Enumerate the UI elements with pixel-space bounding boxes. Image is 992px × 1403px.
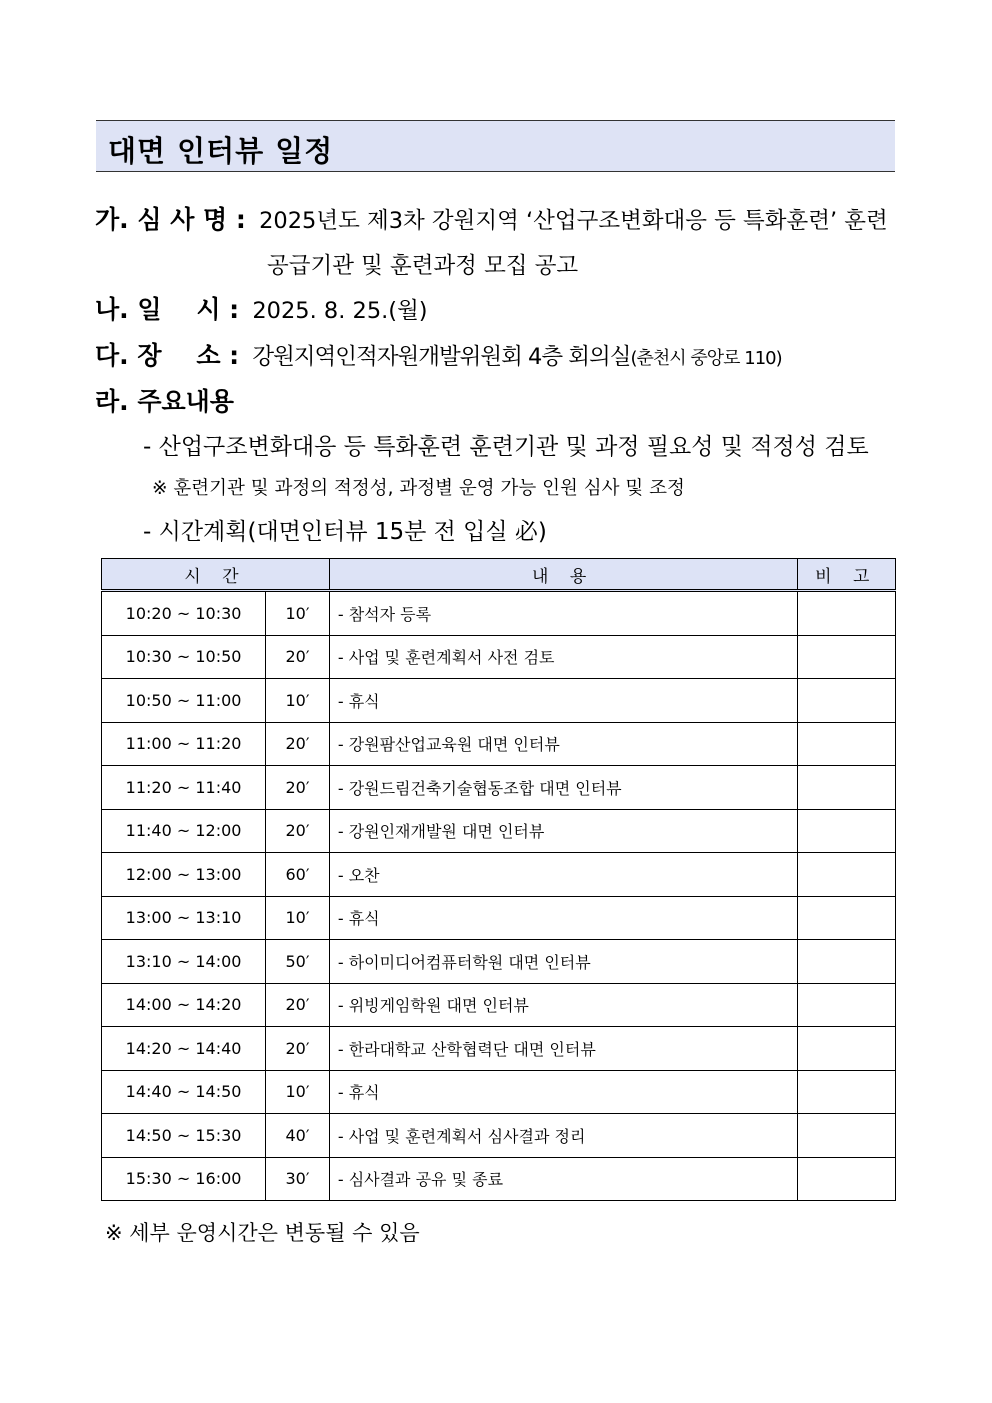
time-cell: 15:30 ~ 16:00: [102, 1157, 266, 1201]
item-a-label: 가. 심 사 명 :: [95, 205, 246, 234]
schedule-table: [101, 558, 896, 1201]
item-d-bullet2: - 시간계획(대면인터뷰 15분 전 입실 必): [143, 519, 547, 545]
content-cell: - 휴식: [329, 1070, 797, 1114]
duration-cell: 20′: [266, 635, 330, 679]
item-a: [95, 200, 888, 236]
duration-cell: 20′: [266, 722, 330, 766]
remark-cell: [797, 679, 895, 723]
duration-cell: 10′: [266, 679, 330, 723]
table-row: [102, 1070, 896, 1114]
item-d-label: 라. 주요내용: [95, 387, 234, 416]
time-cell: 10:50 ~ 11:00: [102, 679, 266, 723]
time-cell: 14:20 ~ 14:40: [102, 1027, 266, 1071]
item-c-value: 강원지역인적자원개발위원회 4층 회의실: [252, 344, 631, 370]
duration-cell: 50′: [266, 940, 330, 984]
content-cell: - 참석자 등록: [329, 591, 797, 636]
time-cell: 10:30 ~ 10:50: [102, 635, 266, 679]
duration-cell: 20′: [266, 766, 330, 810]
table-header-row: [102, 559, 896, 591]
table-row: [102, 722, 896, 766]
remark-cell: [797, 591, 895, 636]
header-time: 시 간: [102, 559, 330, 591]
item-d: [95, 382, 234, 418]
header-content: 내 용: [329, 559, 797, 591]
duration-cell: 10′: [266, 1070, 330, 1114]
footnote: ※ 세부 운영시간은 변동될 수 있음: [105, 1221, 420, 1245]
table-row: [102, 766, 896, 810]
header-remark: 비 고: [797, 559, 895, 591]
duration-cell: 30′: [266, 1157, 330, 1201]
content-cell: - 사업 및 훈련계획서 심사결과 정리: [329, 1114, 797, 1158]
item-c: [95, 336, 782, 372]
duration-cell: 10′: [266, 591, 330, 636]
content-cell: - 강원팜산업교육원 대면 인터뷰: [329, 722, 797, 766]
remark-cell: [797, 1027, 895, 1071]
item-b-label: 나. 일 시 :: [95, 295, 240, 324]
item-c-value-small: (춘천시 중앙로 110): [630, 348, 782, 369]
item-a-value-line1: 2025년도 제3차 강원지역 ‘산업구조변화대응 등 특화훈련’ 훈련: [259, 208, 888, 234]
content-cell: - 휴식: [329, 896, 797, 940]
content-cell: - 강원인재개발원 대면 인터뷰: [329, 809, 797, 853]
content-cell: - 위빙게임학원 대면 인터뷰: [329, 983, 797, 1027]
remark-cell: [797, 896, 895, 940]
remark-cell: [797, 809, 895, 853]
duration-cell: 20′: [266, 809, 330, 853]
page-title: 대면 인터뷰 일정: [108, 134, 334, 168]
item-a-value-line2: 공급기관 및 훈련과정 모집 공고: [267, 253, 579, 279]
table-row: [102, 679, 896, 723]
time-cell: 12:00 ~ 13:00: [102, 853, 266, 897]
time-cell: 13:10 ~ 14:00: [102, 940, 266, 984]
table-row: [102, 809, 896, 853]
remark-cell: [797, 983, 895, 1027]
duration-cell: 10′: [266, 896, 330, 940]
time-cell: 11:20 ~ 11:40: [102, 766, 266, 810]
content-cell: - 강원드림건축기술협동조합 대면 인터뷰: [329, 766, 797, 810]
table-row: [102, 1114, 896, 1158]
content-cell: - 휴식: [329, 679, 797, 723]
table-row: [102, 635, 896, 679]
content-cell: - 하이미디어컴퓨터학원 대면 인터뷰: [329, 940, 797, 984]
remark-cell: [797, 1157, 895, 1201]
table-row: [102, 896, 896, 940]
table-row: [102, 591, 896, 636]
table-row: [102, 1027, 896, 1071]
title-box: [96, 120, 895, 172]
duration-cell: 40′: [266, 1114, 330, 1158]
table-row: [102, 1157, 896, 1201]
remark-cell: [797, 635, 895, 679]
remark-cell: [797, 766, 895, 810]
item-c-label: 다. 장 소 :: [95, 341, 240, 370]
remark-cell: [797, 853, 895, 897]
item-b: [95, 290, 428, 326]
content-cell: - 심사결과 공유 및 종료: [329, 1157, 797, 1201]
time-cell: 10:20 ~ 10:30: [102, 591, 266, 636]
remark-cell: [797, 940, 895, 984]
duration-cell: 20′: [266, 983, 330, 1027]
content-cell: - 사업 및 훈련계획서 사전 검토: [329, 635, 797, 679]
time-cell: 13:00 ~ 13:10: [102, 896, 266, 940]
duration-cell: 60′: [266, 853, 330, 897]
content-cell: - 한라대학교 산학협력단 대면 인터뷰: [329, 1027, 797, 1071]
remark-cell: [797, 1114, 895, 1158]
content-cell: - 오찬: [329, 853, 797, 897]
duration-cell: 20′: [266, 1027, 330, 1071]
remark-cell: [797, 722, 895, 766]
item-d-bullet1: - 산업구조변화대응 등 특화훈련 훈련기관 및 과정 필요성 및 적정성 검토: [143, 434, 869, 460]
table-row: [102, 983, 896, 1027]
item-b-value: 2025. 8. 25.(월): [252, 298, 428, 324]
time-cell: 11:40 ~ 12:00: [102, 809, 266, 853]
table-row: [102, 940, 896, 984]
table-row: [102, 853, 896, 897]
time-cell: 14:50 ~ 15:30: [102, 1114, 266, 1158]
time-cell: 14:40 ~ 14:50: [102, 1070, 266, 1114]
time-cell: 14:00 ~ 14:20: [102, 983, 266, 1027]
remark-cell: [797, 1070, 895, 1114]
time-cell: 11:00 ~ 11:20: [102, 722, 266, 766]
item-d-note: ※ 훈련기관 및 과정의 적정성, 과정별 운영 가능 인원 심사 및 조정: [152, 478, 685, 499]
